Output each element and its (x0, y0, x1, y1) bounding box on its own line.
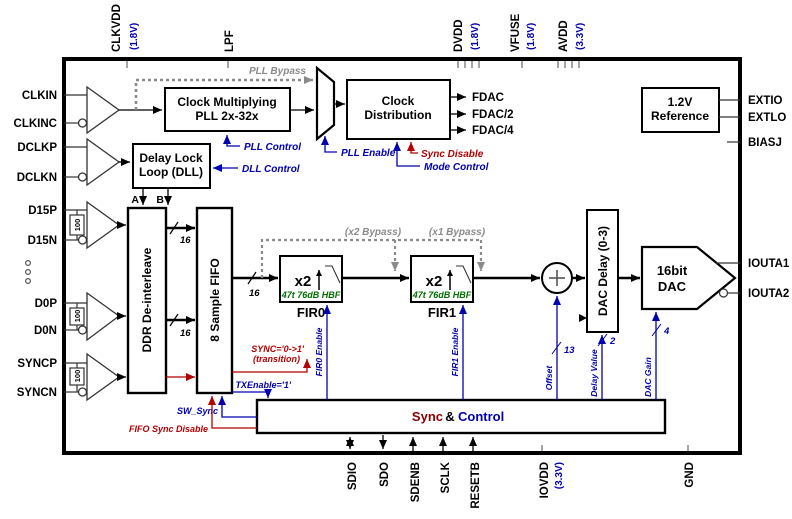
pin-iovdd: IOVDD (539, 462, 551, 499)
sync-disable-wire (411, 142, 418, 153)
left-pin-labels (14, 90, 58, 399)
pin-d15n: D15N (27, 235, 57, 247)
sync-control-amp: & (445, 409, 455, 424)
pin-avdd: AVDD (558, 20, 570, 52)
pin-ellipsis-dots (26, 261, 31, 284)
pin-dvdd-voltage: (1.8V) (470, 22, 481, 50)
dll-control-label: DLL Control (242, 164, 300, 175)
fifo-sync-disable-wire (212, 396, 257, 428)
pin-syncp: SYNCP (17, 358, 57, 370)
mode-control-label: Mode Control (424, 162, 489, 173)
pin-syncn: SYNCN (16, 387, 57, 399)
bus16-top: 16 (180, 235, 191, 246)
fifo-sync-disable-label: FIFO Sync Disable (128, 424, 208, 434)
pin-biasj: BIASJ (748, 137, 782, 149)
reference-line1: 1.2V (667, 95, 693, 109)
fir1-mult: x2 (425, 273, 443, 290)
pll-bypass-label: PLL Bypass (248, 66, 306, 77)
fir1-hbf: 47t 76dB HBF (412, 290, 472, 300)
sw-sync-wire (222, 396, 257, 417)
pin-iovdd-voltage: (3.3V) (554, 462, 565, 490)
fir0-mult: x2 (294, 273, 312, 290)
fdac-outputs (450, 92, 514, 137)
ddr-label: DDR De-interleave (140, 247, 154, 353)
bus2: 2 (610, 336, 616, 347)
block-dac (642, 247, 735, 309)
fir1-block (411, 256, 473, 320)
pin-avdd-voltage: (3.3V) (575, 22, 586, 50)
dac-delay-clock-arrow (579, 314, 587, 322)
dac-gain-label: DAC Gain (643, 357, 653, 397)
reference-line2: Reference (650, 109, 710, 123)
phase-a-label: A (131, 194, 139, 206)
fir0-enable-label: FIR0 Enable (314, 327, 324, 377)
clkin-buffer (87, 87, 119, 133)
fir1-label: FIR1 (427, 305, 457, 320)
offset-label: Offset (544, 365, 554, 391)
clock-mux (317, 68, 334, 139)
pin-clkin: CLKIN (21, 90, 57, 102)
pin-sdo: SDO (379, 462, 391, 487)
pin-d0p: D0P (34, 298, 57, 310)
pin-sclk: SCLK (440, 462, 452, 494)
pin-d15p: D15P (28, 205, 57, 217)
pin-vfuse-voltage: (1.8V) (526, 22, 537, 50)
sw-sync-label: SW_Sync (176, 406, 218, 416)
phase-b-label: B (156, 194, 164, 206)
iouta2-invert-bubble (720, 289, 728, 297)
fdac2-label: FDAC/2 (472, 109, 514, 121)
tx-enable-wire (232, 392, 268, 398)
pin-extio: EXTIO (748, 95, 783, 107)
pin-clkvdd: CLKVDD (111, 4, 123, 52)
mode-control-wire (397, 142, 420, 166)
sync-disable-label: Sync Disable (421, 149, 484, 160)
data-input-wires (119, 225, 126, 377)
offset-adder (542, 263, 572, 293)
pin-dvdd: DVDD (453, 19, 465, 52)
dac-line1: 16bit (656, 263, 688, 278)
dac-line2: DAC (657, 279, 687, 294)
bus16-bottom: 16 (180, 328, 191, 339)
bus13: 13 (564, 345, 575, 356)
dclkn-invert-bubble (79, 173, 87, 181)
input-buffers (79, 87, 120, 400)
serial-interface-wires (350, 435, 473, 451)
pin-vfuse: VFUSE (510, 13, 522, 52)
pin-lpf: LPF (224, 30, 236, 52)
clkinc-invert-bubble (79, 119, 87, 127)
fir0-hbf: 47t 76dB HBF (281, 290, 341, 300)
bottom-pin-labels (347, 461, 696, 508)
tx-enable-label: TXEnable='1' (235, 380, 291, 390)
pll-enable-wire (325, 136, 337, 152)
d15n-invert-bubble (79, 236, 87, 244)
fir1-enable-label: FIR1 Enable (450, 327, 460, 377)
pin-dclkp: DCLKP (17, 142, 57, 154)
top-pin-labels (111, 4, 586, 52)
pin-sdio: SDIO (347, 462, 359, 491)
pin-clkvdd-voltage: (1.8V) (129, 22, 140, 50)
sync-control-control: Control (458, 409, 505, 424)
delay-value-label: Delay Value (589, 349, 599, 397)
fir0-block (280, 256, 342, 320)
fir0-label: FIR0 (296, 305, 326, 320)
pll-line1: Clock Multiplying (177, 95, 277, 109)
x2-bypass-label: (x2 Bypass) (344, 227, 402, 238)
resistor-100-d15: 100 (73, 218, 82, 232)
pll-line2: PLL 2x-32x (195, 109, 259, 123)
d0n-invert-bubble (79, 326, 87, 334)
pin-d0n: D0N (33, 325, 57, 337)
d15-buffer (87, 202, 119, 248)
bus16-fir: 16 (249, 288, 260, 299)
reference-wires (719, 100, 740, 142)
dll-line1: Delay Lock (139, 151, 203, 165)
bottom-pin-ticks (542, 445, 688, 451)
pin-iouta1: IOUTA1 (748, 258, 790, 270)
dll-line2: Loop (DLL) (139, 165, 203, 179)
resistor-100-d0: 100 (73, 309, 82, 323)
bus4: 4 (664, 326, 670, 337)
sync-transition-label2: (transition) (253, 354, 300, 364)
sync-buffer (87, 354, 119, 400)
top-pin-ticks (127, 61, 579, 68)
clock-dist-line1: Clock (381, 94, 415, 108)
pin-dclkn: DCLKN (16, 172, 57, 184)
dac-delay-label: DAC Delay (0-3) (596, 225, 610, 317)
pll-control-wire (227, 135, 240, 146)
pin-sdenb: SDENB (410, 462, 422, 503)
pin-iouta2: IOUTA2 (748, 288, 790, 300)
syncn-invert-bubble (79, 388, 87, 396)
pin-clkinc: CLKINC (13, 118, 57, 130)
bus-slashes-1 (170, 222, 178, 326)
clock-dist-line2: Distribution (364, 108, 432, 122)
right-pin-labels (748, 95, 790, 300)
fdac-label: FDAC (472, 92, 504, 104)
sync-control-sync: Sync (411, 409, 443, 424)
d0-buffer (87, 293, 119, 340)
sync-transition-label1: SYNC='0->1' (251, 344, 304, 354)
resistor-100-sync: 100 (73, 369, 82, 383)
pll-enable-label: PLL Enable (341, 148, 396, 159)
dclk-buffer (87, 139, 119, 185)
x1-bypass-label: (x1 Bypass) (428, 227, 486, 238)
pin-resetb: RESETB (470, 462, 482, 509)
fifo-label: 8 Sample FIFO (208, 258, 222, 342)
pin-extlo: EXTLO (748, 112, 787, 124)
pin-gnd: GND (684, 462, 696, 488)
fdac4-label: FDAC/4 (472, 125, 514, 137)
pll-control-label: PLL Control (244, 142, 302, 153)
